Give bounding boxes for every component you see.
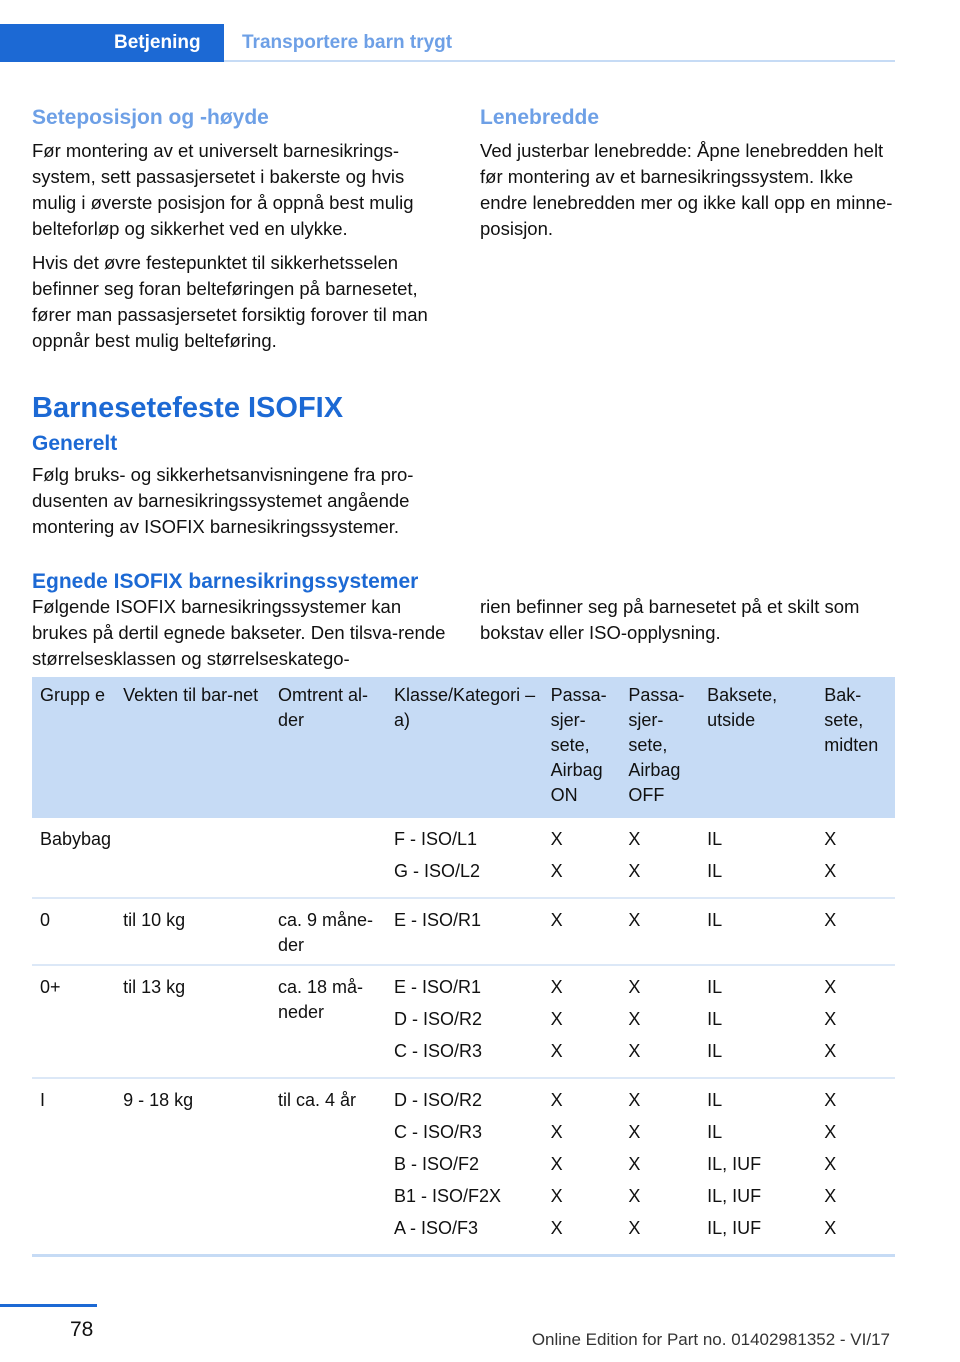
airbag-on-value: X	[550, 1041, 563, 1061]
middle-seat-value: X	[824, 910, 837, 930]
airbag-off-value: X	[628, 829, 641, 849]
seat-position-paragraph-2: Hvis det øvre festepunktet til sikkerhetsselen befinner seg foran belteføringen på barnesetet, fører man passasjersetet forsiktig forover til man oppnår best mulig belteføring.	[32, 252, 428, 351]
suitable-systems-paragraph-right: rien befinner seg på barnesetet på et skilt som bokstav eller ISO-opplysning.	[480, 596, 860, 643]
middle-seat-value: X	[824, 1041, 837, 1061]
cell-airbag-on	[543, 818, 621, 898]
header-class: Klasse/Kategori – a)	[386, 677, 543, 818]
airbag-on-value: X	[550, 861, 563, 881]
cell-weight: 9 - 18 kg	[123, 1090, 194, 1110]
cell-class	[386, 965, 543, 1078]
backrest-width-heading: Lenebredde	[480, 106, 600, 129]
cell-airbag-on	[543, 965, 621, 1078]
cell-airbag-off	[620, 1078, 699, 1256]
outer-seat-value: IL	[707, 1041, 723, 1061]
header-weight: Vekten til bar-net	[115, 677, 270, 818]
airbag-on-value: X	[550, 1186, 563, 1206]
isofix-title: Barnesetefeste ISOFIX	[32, 392, 344, 424]
airbag-off-value: X	[628, 910, 641, 930]
airbag-off-value: X	[628, 1186, 641, 1206]
suitable-systems-left	[32, 568, 472, 672]
suitable-systems-right	[480, 594, 895, 646]
outer-seat-value: IL	[707, 910, 723, 930]
cell-group: I	[40, 1090, 46, 1110]
middle-seat-value: X	[824, 1090, 837, 1110]
general-paragraph: Følg bruks- og sikkerhetsanvisningene fra pro-dusenten av barnesikringssystemet angående montering av ISOFIX barnesikringssystemer.	[32, 464, 414, 537]
airbag-off-value: X	[628, 977, 641, 997]
class-value: F - ISO/L1	[394, 829, 478, 849]
class-value: C - ISO/R3	[394, 1122, 483, 1142]
cell-age: ca. 18 må-neder	[277, 977, 364, 1022]
header-airbag-on: Passa-sjer-sete, Airbag ON	[543, 677, 621, 818]
class-value: D - ISO/R2	[394, 1090, 483, 1110]
cell-class	[386, 1078, 543, 1256]
airbag-on-value: X	[550, 910, 563, 930]
seat-position-heading: Seteposisjon og -høyde	[32, 106, 269, 129]
header-middle-seat: Bak-sete, midten	[816, 677, 895, 818]
cell-airbag-off	[620, 818, 699, 898]
airbag-off-value: X	[628, 1041, 641, 1061]
page-number-rule	[0, 1304, 97, 1307]
class-value: D - ISO/R2	[394, 1009, 483, 1029]
cell-middle-seat	[816, 818, 895, 898]
class-value: E - ISO/R1	[394, 977, 482, 997]
cell-outer-seat	[699, 898, 816, 965]
table-row	[32, 898, 895, 965]
class-value: G - ISO/L2	[394, 861, 481, 881]
airbag-off-value: X	[628, 1218, 641, 1238]
airbag-on-value: X	[550, 1154, 563, 1174]
cell-outer-seat	[699, 818, 816, 898]
outer-seat-value: IL	[707, 1122, 723, 1142]
middle-seat-value: X	[824, 861, 837, 881]
class-value: B - ISO/F2	[394, 1154, 480, 1174]
airbag-on-value: X	[550, 1009, 563, 1029]
header-age: Omtrent al-der	[270, 677, 386, 818]
page-number: 78	[70, 1318, 94, 1341]
isofix-section	[32, 390, 452, 540]
airbag-on-value: X	[550, 1218, 563, 1238]
middle-seat-value: X	[824, 1009, 837, 1029]
table-row	[32, 965, 895, 1078]
airbag-off-value: X	[628, 1090, 641, 1110]
cell-age: til ca. 4 år	[277, 1090, 356, 1110]
cell-outer-seat	[699, 965, 816, 1078]
cell-class	[386, 898, 543, 965]
tab-transportere-barn-trygt[interactable]: Transportere barn trygt	[242, 32, 453, 53]
airbag-off-value: X	[628, 861, 641, 881]
cell-airbag-off	[620, 965, 699, 1078]
cell-age: ca. 9 måne-der	[277, 910, 374, 955]
suitable-systems-paragraph-left: Følgende ISOFIX barnesikringssystemer kan brukes på dertil egnede bakseter. Den tilsva-rende størrelsesklassen og størrelseskatego-	[32, 596, 446, 669]
cell-airbag-off	[620, 898, 699, 965]
middle-seat-value: X	[824, 1122, 837, 1142]
isofix-table	[32, 677, 895, 1257]
right-column	[480, 104, 895, 242]
airbag-on-value: X	[550, 977, 563, 997]
airbag-on-value: X	[550, 1090, 563, 1110]
footer-edition: Online Edition for Part no. 01402981352 - VI/17	[531, 1330, 890, 1349]
seat-position-paragraph-1: Før montering av et universelt barnesikrings-system, sett passasjersetet i bakerste og hvis mulig i øverste posisjon for å oppnå best mulig belteforløp og sikkerhet ved en ulykke.	[32, 140, 414, 239]
backrest-width-paragraph: Ved justerbar lenebredde: Åpne lenebredden helt før montering av et barnesikringssystem. Ikke endre lenebredden mer og ikke kall opp en minne-posisjon.	[480, 140, 893, 239]
middle-seat-value: X	[824, 829, 837, 849]
header-outer-seat: Baksete, utside	[699, 677, 816, 818]
cell-class	[386, 818, 543, 898]
airbag-off-value: X	[628, 1122, 641, 1142]
class-value: A - ISO/F3	[394, 1218, 479, 1238]
outer-seat-value: IL	[707, 977, 723, 997]
airbag-off-value: X	[628, 1009, 641, 1029]
header-airbag-off: Passa-sjer-sete, Airbag OFF	[620, 677, 699, 818]
outer-seat-value: IL	[707, 1009, 723, 1029]
middle-seat-value: X	[824, 1186, 837, 1206]
cell-weight: til 10 kg	[123, 910, 186, 930]
airbag-on-value: X	[550, 829, 563, 849]
middle-seat-value: X	[824, 1154, 837, 1174]
airbag-off-value: X	[628, 1154, 641, 1174]
middle-seat-value: X	[824, 1218, 837, 1238]
header-divider	[224, 60, 895, 62]
cell-group: Babybag	[40, 829, 112, 849]
left-column	[32, 104, 452, 354]
cell-group: 0+	[40, 977, 61, 997]
middle-seat-value: X	[824, 977, 837, 997]
outer-seat-value: IL	[707, 1090, 723, 1110]
class-value: C - ISO/R3	[394, 1041, 483, 1061]
airbag-on-value: X	[550, 1122, 563, 1142]
header-tabbar	[0, 24, 895, 62]
table-row	[32, 1078, 895, 1256]
header-group: Grupp e	[32, 677, 115, 818]
cell-outer-seat	[699, 1078, 816, 1256]
outer-seat-value: IL, IUF	[707, 1186, 762, 1206]
class-value: E - ISO/R1	[394, 910, 482, 930]
cell-middle-seat	[816, 965, 895, 1078]
cell-airbag-on	[543, 1078, 621, 1256]
cell-weight	[115, 818, 270, 898]
cell-age	[270, 818, 386, 898]
tab-betjening[interactable]: Betjening	[0, 24, 224, 62]
general-heading: Generelt	[32, 432, 118, 455]
table-header-row	[32, 677, 895, 818]
cell-middle-seat	[816, 1078, 895, 1256]
outer-seat-value: IL, IUF	[707, 1154, 762, 1174]
cell-airbag-on	[543, 898, 621, 965]
cell-middle-seat	[816, 898, 895, 965]
cell-group: 0	[40, 910, 51, 930]
class-value: B1 - ISO/F2X	[394, 1186, 502, 1206]
outer-seat-value: IL, IUF	[707, 1218, 762, 1238]
suitable-systems-heading: Egnede ISOFIX barnesikringssystemer	[32, 570, 419, 593]
cell-weight: til 13 kg	[123, 977, 186, 997]
outer-seat-value: IL	[707, 861, 723, 881]
table-row	[32, 818, 895, 898]
outer-seat-value: IL	[707, 829, 723, 849]
